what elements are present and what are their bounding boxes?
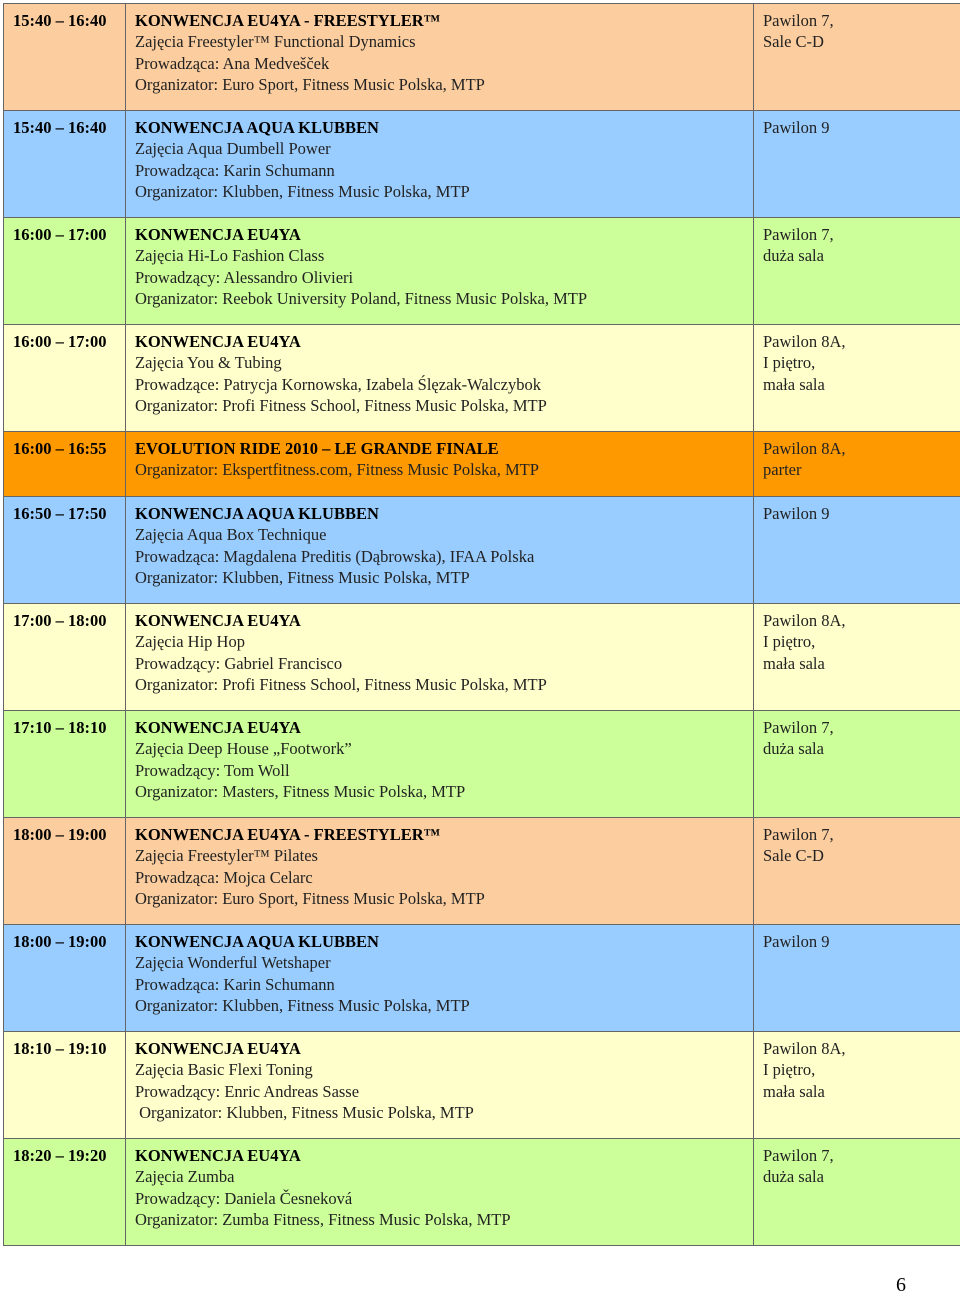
session-details	[126, 604, 754, 711]
session-title: KONWENCJA AQUA KLUBBEN	[135, 117, 745, 138]
location-line: I piętro,	[763, 352, 953, 373]
session-detail-line: Zajęcia Hip Hop	[135, 631, 745, 652]
session-detail-line: Organizator: Ekspertfitness.com, Fitness Music Polska, MTP	[135, 459, 745, 480]
session-title: KONWENCJA EU4YA	[135, 331, 745, 352]
session-detail-line: Prowadzący: Tom Woll	[135, 760, 745, 781]
session-detail-line: Prowadząca: Karin Schumann	[135, 974, 745, 995]
location-line: I piętro,	[763, 1059, 953, 1080]
session-detail-line: Prowadząca: Ana Medvešček	[135, 53, 745, 74]
session-details	[126, 497, 754, 604]
session-detail-line: Prowadząca: Magdalena Preditis (Dąbrowska), IFAA Polska	[135, 546, 745, 567]
session-location	[754, 218, 960, 325]
session-time: 17:10 – 18:10	[4, 711, 126, 818]
session-detail-line: Zajęcia Freestyler™ Pilates	[135, 845, 745, 866]
session-details	[126, 432, 754, 497]
session-detail-line: Prowadząca: Karin Schumann	[135, 160, 745, 181]
session-detail-line: Organizator: Klubben, Fitness Music Polska, MTP	[135, 567, 745, 588]
session-detail-line: Organizator: Euro Sport, Fitness Music Polska, MTP	[135, 888, 745, 909]
location-line: parter	[763, 459, 953, 480]
session-detail-line: Prowadzące: Patrycja Kornowska, Izabela Ślęzak-Walczybok	[135, 374, 745, 395]
session-time: 18:20 – 19:20	[4, 1139, 126, 1246]
location-line: duża sala	[763, 738, 953, 759]
session-detail-line: Organizator: Profi Fitness School, Fitness Music Polska, MTP	[135, 395, 745, 416]
session-time: 18:00 – 19:00	[4, 818, 126, 925]
page-number: 6	[896, 1274, 906, 1297]
session-detail-line: Prowadzący: Daniela Česneková	[135, 1188, 745, 1209]
session-title: KONWENCJA EU4YA	[135, 717, 745, 738]
session-time: 15:40 – 16:40	[4, 111, 126, 218]
session-title: KONWENCJA EU4YA - FREESTYLER™	[135, 10, 745, 31]
session-title: KONWENCJA EU4YA - FREESTYLER™	[135, 824, 745, 845]
session-title: KONWENCJA EU4YA	[135, 610, 745, 631]
session-time: 18:00 – 19:00	[4, 925, 126, 1032]
location-line: duża sala	[763, 1166, 953, 1187]
session-details	[126, 4, 754, 111]
schedule-table	[3, 3, 960, 1246]
schedule-row	[4, 111, 960, 218]
location-line: Pawilon 7,	[763, 10, 953, 31]
location-line: Pawilon 8A,	[763, 331, 953, 352]
schedule-row	[4, 1139, 960, 1246]
location-line: Pawilon 7,	[763, 224, 953, 245]
session-detail-line: Organizator: Euro Sport, Fitness Music Polska, MTP	[135, 74, 745, 95]
session-title: KONWENCJA EU4YA	[135, 224, 745, 245]
schedule-row	[4, 711, 960, 818]
session-time: 18:10 – 19:10	[4, 1032, 126, 1139]
session-detail-line: Organizator: Profi Fitness School, Fitness Music Polska, MTP	[135, 674, 745, 695]
location-line: Sale C-D	[763, 31, 953, 52]
session-details	[126, 1032, 754, 1139]
session-detail-line: Zajęcia Basic Flexi Toning	[135, 1059, 745, 1080]
session-details	[126, 818, 754, 925]
session-location	[754, 325, 960, 432]
location-line: Pawilon 8A,	[763, 1038, 953, 1059]
session-time: 16:00 – 16:55	[4, 432, 126, 497]
location-line: Pawilon 7,	[763, 717, 953, 738]
session-details	[126, 711, 754, 818]
session-detail-line: Organizator: Masters, Fitness Music Polska, MTP	[135, 781, 745, 802]
session-detail-line: Prowadzący: Enric Andreas Sasse	[135, 1081, 745, 1102]
schedule-row	[4, 497, 960, 604]
session-detail-line: Zajęcia Zumba	[135, 1166, 745, 1187]
session-detail-line: Organizator: Klubben, Fitness Music Polska, MTP	[135, 181, 745, 202]
session-detail-line: Organizator: Klubben, Fitness Music Polska, MTP	[135, 995, 745, 1016]
session-detail-line: Zajęcia Deep House „Footwork”	[135, 738, 745, 759]
session-location	[754, 604, 960, 711]
session-title: KONWENCJA EU4YA	[135, 1145, 745, 1166]
location-line: Pawilon 8A,	[763, 610, 953, 631]
session-details	[126, 325, 754, 432]
location-line: duża sala	[763, 245, 953, 266]
schedule-row	[4, 925, 960, 1032]
session-detail-line: Organizator: Zumba Fitness, Fitness Music Polska, MTP	[135, 1209, 745, 1230]
session-detail-line: Prowadzący: Gabriel Francisco	[135, 653, 745, 674]
location-line: mała sala	[763, 653, 953, 674]
session-detail-line: Prowadząca: Mojca Celarc	[135, 867, 745, 888]
session-location	[754, 925, 960, 1032]
schedule-row	[4, 1032, 960, 1139]
location-line: Pawilon 9	[763, 931, 953, 952]
session-detail-line: Zajęcia Aqua Dumbell Power	[135, 138, 745, 159]
session-detail-line: Zajęcia Freestyler™ Functional Dynamics	[135, 31, 745, 52]
session-time: 16:00 – 17:00	[4, 325, 126, 432]
session-location	[754, 711, 960, 818]
session-location	[754, 432, 960, 497]
session-time: 15:40 – 16:40	[4, 4, 126, 111]
session-detail-line: Prowadzący: Alessandro Olivieri	[135, 267, 745, 288]
session-detail-line: Zajęcia Hi-Lo Fashion Class	[135, 245, 745, 266]
location-line: Pawilon 8A,	[763, 438, 953, 459]
schedule-body	[4, 4, 960, 1246]
schedule-row	[4, 818, 960, 925]
location-line: Pawilon 7,	[763, 824, 953, 845]
location-line: Pawilon 9	[763, 117, 953, 138]
session-detail-line: Zajęcia You & Tubing	[135, 352, 745, 373]
session-details	[126, 1139, 754, 1246]
location-line: Pawilon 7,	[763, 1145, 953, 1166]
session-title: EVOLUTION RIDE 2010 – LE GRANDE FINALE	[135, 438, 745, 459]
session-time: 16:50 – 17:50	[4, 497, 126, 604]
session-details	[126, 925, 754, 1032]
schedule-row	[4, 432, 960, 497]
session-title: KONWENCJA AQUA KLUBBEN	[135, 503, 745, 524]
schedule-row	[4, 4, 960, 111]
session-detail-line: Organizator: Klubben, Fitness Music Polska, MTP	[135, 1102, 745, 1123]
session-location	[754, 497, 960, 604]
session-location	[754, 818, 960, 925]
session-detail-line: Zajęcia Aqua Box Technique	[135, 524, 745, 545]
schedule-row	[4, 604, 960, 711]
session-location	[754, 4, 960, 111]
session-location	[754, 1139, 960, 1246]
session-time: 17:00 – 18:00	[4, 604, 126, 711]
location-line: Pawilon 9	[763, 503, 953, 524]
session-location	[754, 1032, 960, 1139]
session-detail-line: Organizator: Reebok University Poland, Fitness Music Polska, MTP	[135, 288, 745, 309]
location-line: mała sala	[763, 374, 953, 395]
session-title: KONWENCJA EU4YA	[135, 1038, 745, 1059]
session-details	[126, 111, 754, 218]
session-location	[754, 111, 960, 218]
location-line: Sale C-D	[763, 845, 953, 866]
schedule-row	[4, 325, 960, 432]
session-time: 16:00 – 17:00	[4, 218, 126, 325]
location-line: I piętro,	[763, 631, 953, 652]
schedule-row	[4, 218, 960, 325]
location-line: mała sala	[763, 1081, 953, 1102]
session-title: KONWENCJA AQUA KLUBBEN	[135, 931, 745, 952]
session-details	[126, 218, 754, 325]
session-detail-line: Zajęcia Wonderful Wetshaper	[135, 952, 745, 973]
